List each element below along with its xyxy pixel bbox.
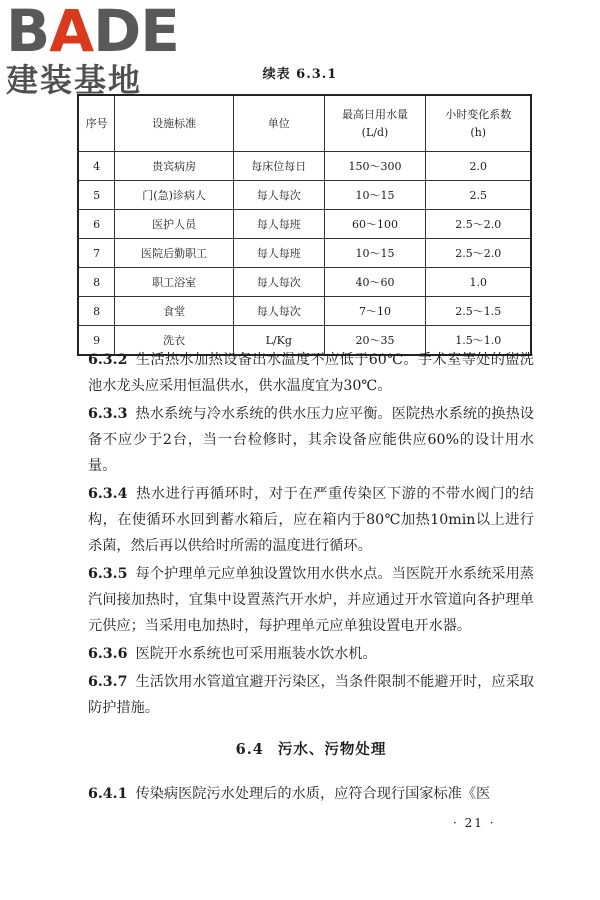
cell-index: 7 <box>78 239 115 268</box>
table-row <box>78 239 531 268</box>
cell-facility: 职工浴室 <box>115 268 234 297</box>
clause-text: 热水进行再循环时，对于在严重传染区下游的不带水阀门的结构，在使循环水回到蓄水箱后，应在箱内于80℃加热10min以上进行杀菌，然后再以供给时所需的温度进行循环。 <box>88 486 534 554</box>
logo-letter-a: A <box>49 0 94 65</box>
cell-hourly-coef: 2.5～2.0 <box>426 239 531 268</box>
cell-index: 9 <box>78 326 115 356</box>
paragraph-6-4-1 <box>88 781 534 807</box>
cell-unit: 每床位每日 <box>234 152 324 181</box>
cell-max-daily: 7～10 <box>324 297 426 326</box>
cell-hourly-coef: 2.0 <box>426 152 531 181</box>
cell-facility: 洗衣 <box>115 326 234 356</box>
clause-paragraph <box>88 669 534 721</box>
table-title: 续表 6.3.1 <box>262 67 338 82</box>
table-row <box>78 152 531 181</box>
cell-facility: 食堂 <box>115 297 234 326</box>
cell-hourly-coef: 1.0 <box>426 268 531 297</box>
cell-facility: 医护人员 <box>115 210 234 239</box>
cell-unit: 每人每班 <box>234 239 324 268</box>
clause-number: 6.3.3 <box>88 406 128 422</box>
clause-paragraph <box>88 347 534 399</box>
header-index: 序号 <box>78 95 115 152</box>
cell-facility: 医院后勤职工 <box>115 239 234 268</box>
clause-number: 6.3.6 <box>88 646 128 662</box>
cell-unit: 每人每次 <box>234 181 324 210</box>
cell-hourly-coef: 1.5～1.0 <box>426 326 531 356</box>
clause-number: 6.4.1 <box>88 786 128 802</box>
logo-letters-de: DE <box>93 0 179 65</box>
cell-max-daily: 150～300 <box>324 152 426 181</box>
page-number: · 21 · <box>453 816 496 830</box>
clause-text: 每个护理单元应单独设置饮用水供水点。当医院开水系统采用蒸汽间接加热时，宜集中设置蒸汽开水炉，并应通过开水管道向各护理单元供应；当采用电加热时，每护理单元应单独设置电开水器。 <box>88 566 534 634</box>
clause-number: 6.3.5 <box>88 566 128 582</box>
cell-index: 4 <box>78 152 115 181</box>
paragraph-list <box>88 347 534 721</box>
clause-text: 生活饮用水管道宜避开污染区，当条件限制不能避开时，应采取防护措施。 <box>88 674 534 716</box>
clause-paragraph <box>88 481 534 559</box>
cell-unit: L/Kg <box>234 326 324 356</box>
clause-number: 6.3.2 <box>88 352 128 368</box>
clause-paragraph <box>88 561 534 639</box>
cell-facility: 门(急)诊病人 <box>115 181 234 210</box>
cell-hourly-coef: 2.5 <box>426 181 531 210</box>
cell-max-daily: 20～35 <box>324 326 426 356</box>
cell-hourly-coef: 2.5～2.0 <box>426 210 531 239</box>
bade-logo <box>6 2 178 98</box>
cell-index: 8 <box>78 268 115 297</box>
table-row <box>78 297 531 326</box>
section-number: 6.4 <box>235 741 264 758</box>
section-heading <box>88 737 534 763</box>
cell-max-daily: 60～100 <box>324 210 426 239</box>
clause-paragraph <box>88 401 534 479</box>
cell-unit: 每人每次 <box>234 268 324 297</box>
cell-index: 6 <box>78 210 115 239</box>
clause-text: 医院开水系统也可采用瓶装水饮水机。 <box>135 646 377 662</box>
table-header-row <box>78 95 531 152</box>
header-facility: 设施标准 <box>115 95 234 152</box>
cell-max-daily: 10～15 <box>324 181 426 210</box>
logo-wordmark <box>6 0 179 65</box>
clause-paragraph <box>88 641 534 667</box>
logo-subtitle: 建装基地 <box>6 61 143 99</box>
table-row <box>78 268 531 297</box>
main-text <box>88 347 534 809</box>
clause-number: 6.3.4 <box>88 486 128 502</box>
cell-hourly-coef: 2.5～1.5 <box>426 297 531 326</box>
cell-index: 8 <box>78 297 115 326</box>
clause-text: 热水系统与冷水系统的供水压力应平衡。医院热水系统的换热设备不应少于2台，当一台检修时，其余设备应能供应60%的设计用水量。 <box>88 406 534 474</box>
clause-text: 生活热水加热设备出水温度不应低于60℃。手术室等处的盥洗池水龙头应采用恒温供水，供水温度宜为30℃。 <box>88 352 534 394</box>
cell-unit: 每人每次 <box>234 297 324 326</box>
water-use-table <box>77 94 532 356</box>
logo-letter-b: B <box>6 0 50 65</box>
cell-facility: 贵宾病房 <box>115 152 234 181</box>
clause-text: 传染病医院污水处理后的水质，应符合现行国家标准《医 <box>135 786 491 802</box>
cell-max-daily: 10～15 <box>324 239 426 268</box>
header-unit: 单位 <box>234 95 324 152</box>
clause-number: 6.3.7 <box>88 674 128 690</box>
header-max-daily: 最高日用水量 (L/d) <box>324 95 426 152</box>
cell-index: 5 <box>78 181 115 210</box>
table-row <box>78 210 531 239</box>
cell-unit: 每人每班 <box>234 210 324 239</box>
section-title: 污水、污物处理 <box>277 741 387 758</box>
cell-max-daily: 40～60 <box>324 268 426 297</box>
table-row <box>78 181 531 210</box>
table-body <box>78 152 531 356</box>
header-hourly-coef: 小时变化系数 (h) <box>426 95 531 152</box>
